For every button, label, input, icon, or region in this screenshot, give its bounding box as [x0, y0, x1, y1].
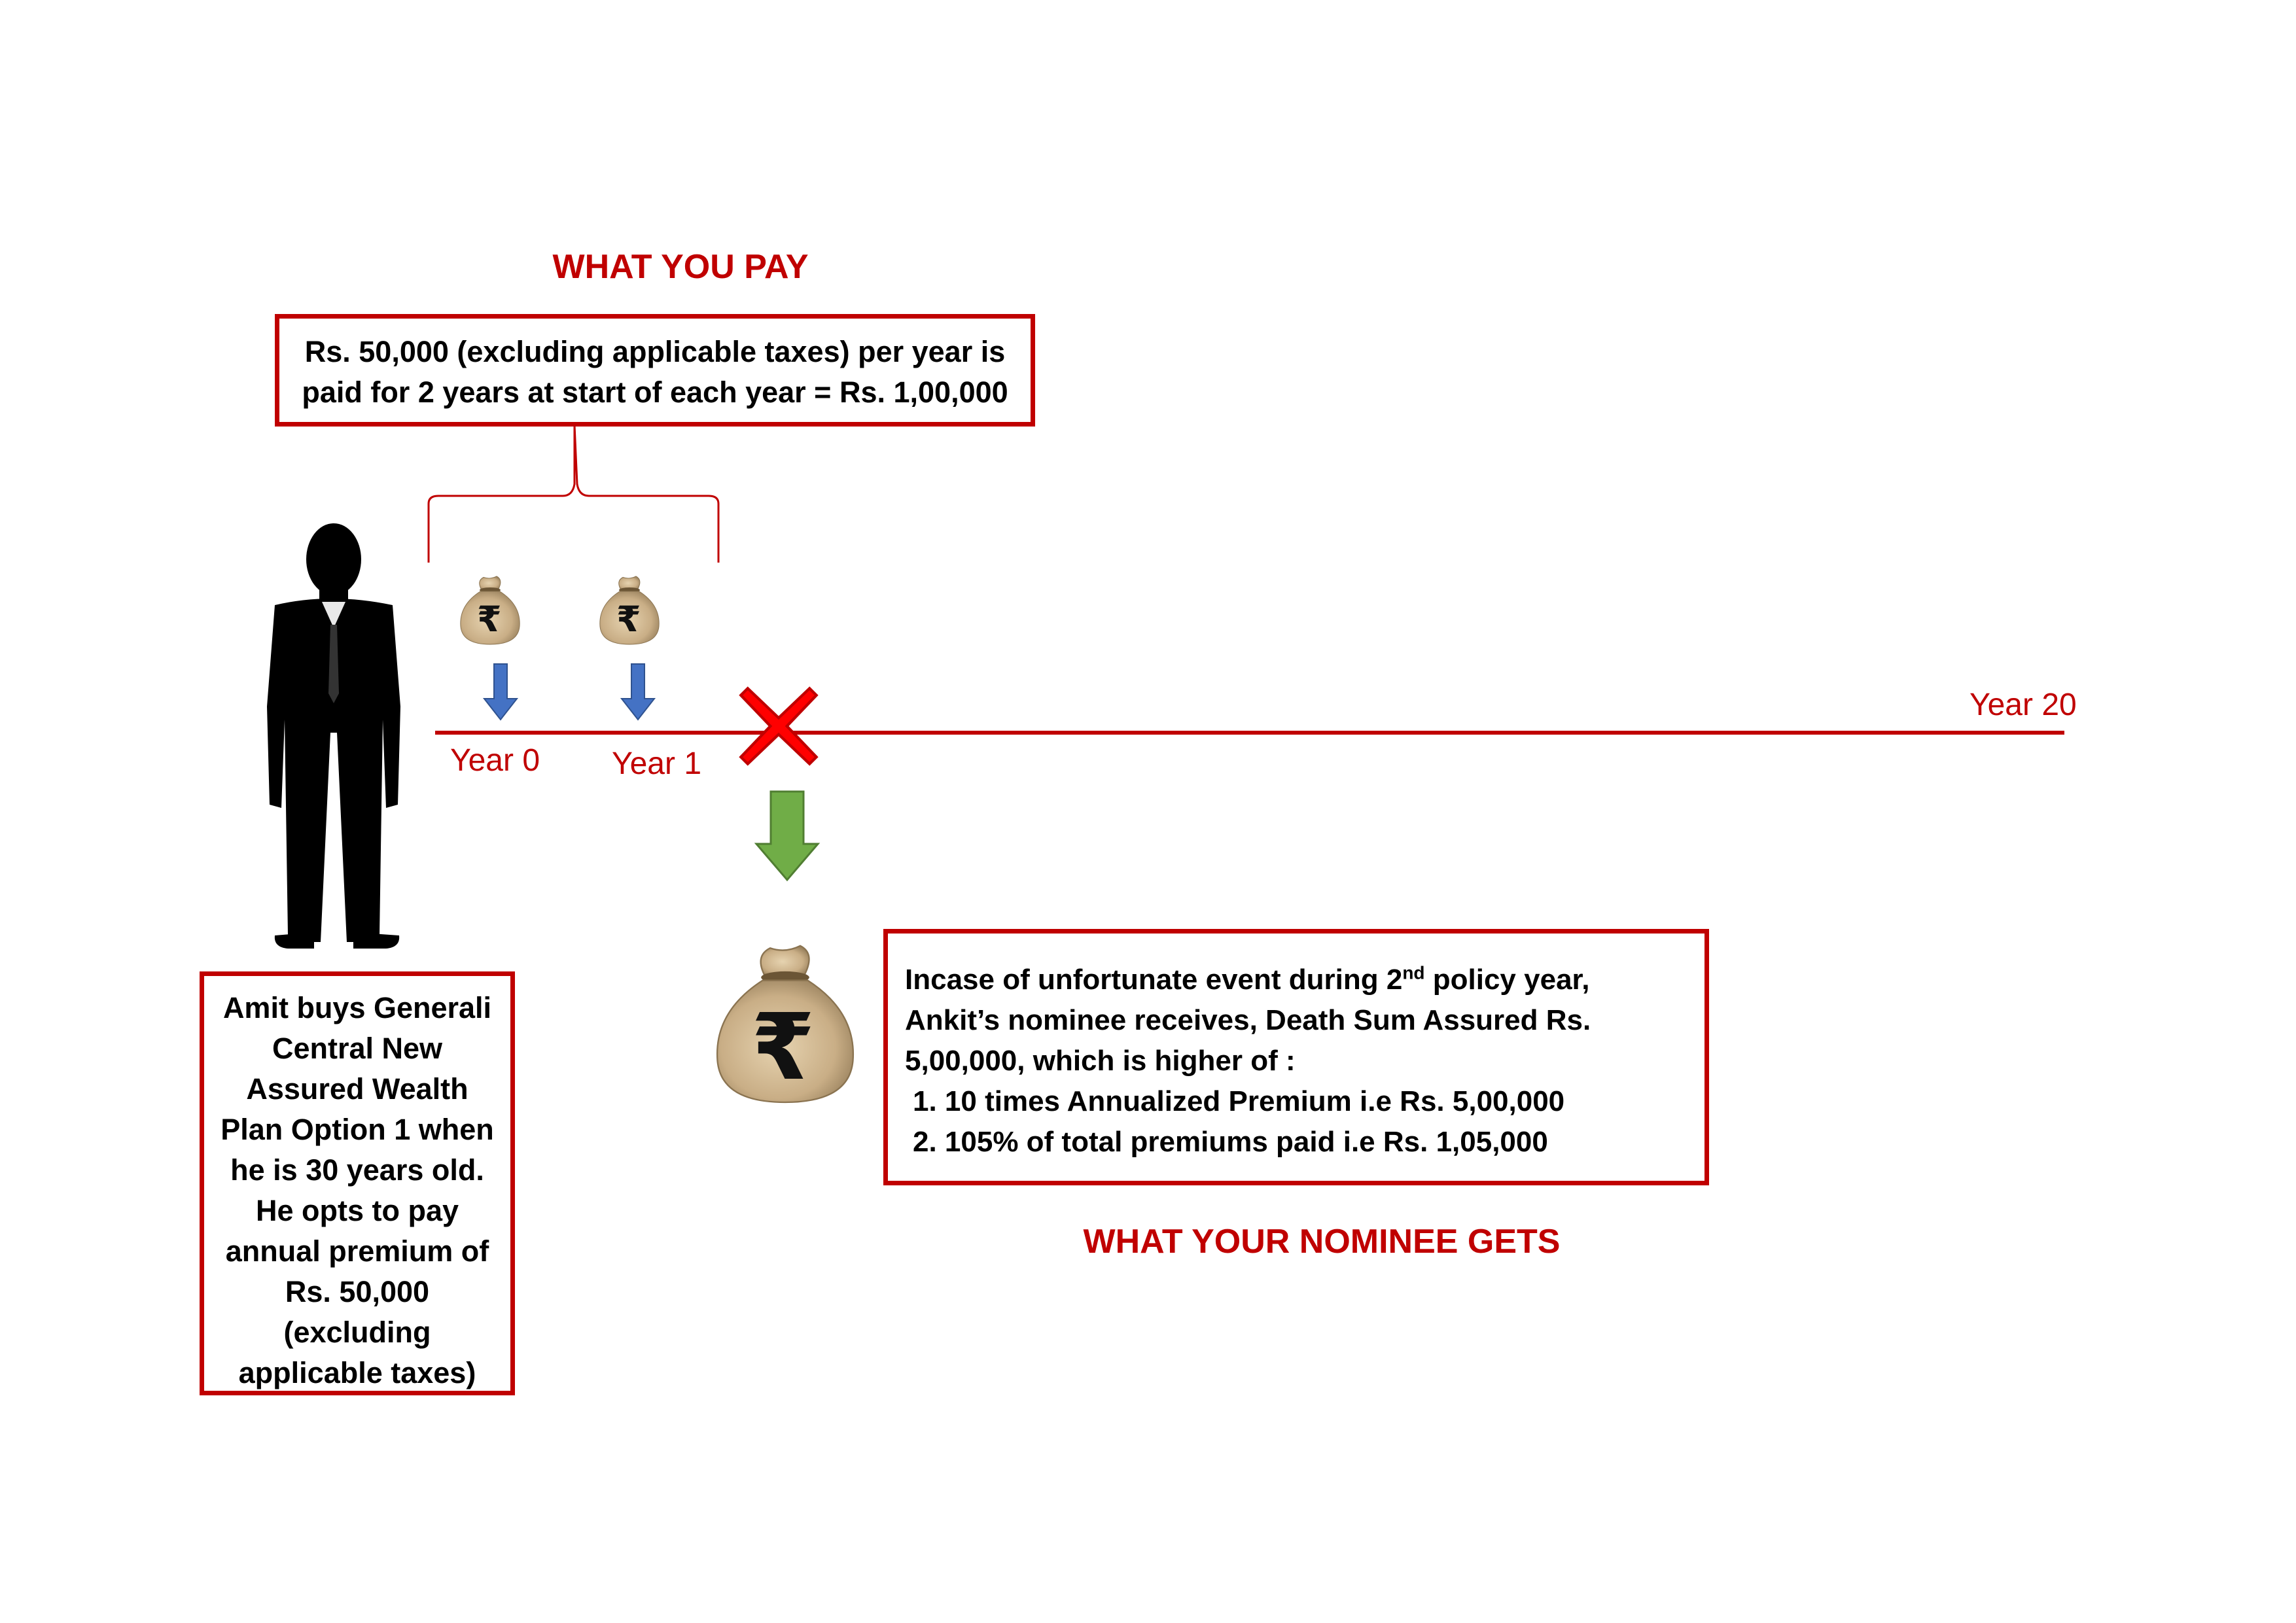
- nominee-line1-post: policy year,: [1424, 964, 1590, 996]
- person-box-line: He opts to pay: [255, 1194, 459, 1227]
- pay-box: [275, 314, 1035, 427]
- year-20-label: Year 20: [1969, 688, 2077, 722]
- nominee-box-line: 5,00,000, which is higher of :: [905, 1045, 1296, 1077]
- businessman-silhouette-icon: [267, 523, 400, 949]
- person-box-line: Assured Wealth: [246, 1072, 468, 1106]
- down-arrow-icon: [622, 664, 654, 720]
- nominee-box-line: [905, 960, 1691, 1000]
- down-arrow-icon: [756, 792, 818, 880]
- what-your-nominee-gets-heading: WHAT YOUR NOMINEE GETS: [1083, 1223, 1561, 1261]
- person-box-line: applicable taxes): [238, 1356, 476, 1389]
- year-0-label: Year 0: [450, 743, 540, 778]
- bracket: [429, 425, 718, 563]
- nominee-list-item: 2. 105% of total premiums paid i.e Rs. 1,05,000: [913, 1126, 1548, 1158]
- rupee-symbol: ₹: [616, 599, 641, 640]
- person-box-line: Rs. 50,000: [285, 1275, 430, 1308]
- rupee-symbol: ₹: [751, 994, 815, 1101]
- person-box-line: Plan Option 1 when: [221, 1113, 494, 1146]
- person-box-line: he is 30 years old.: [230, 1153, 484, 1187]
- nominee-box: [883, 929, 1709, 1185]
- person-box-line: Amit buys Generali: [222, 991, 492, 1024]
- person-description-box: [200, 971, 515, 1395]
- pay-box-line: Rs. 50,000 (excluding applicable taxes) per year is: [304, 335, 1006, 368]
- person-box-line: Central New: [272, 1032, 443, 1065]
- nominee-line1-pre: Incase of unfortunate event during 2: [905, 964, 1403, 996]
- nominee-line1-sup: nd: [1402, 962, 1425, 983]
- person-box-line: annual premium of: [225, 1234, 489, 1268]
- nominee-list-item: 1. 10 times Annualized Premium i.e Rs. 5,00,000: [913, 1085, 1565, 1117]
- year-1-label: Year 1: [612, 746, 702, 781]
- pay-box-line: paid for 2 years at start of each year = Rs. 1,00,000: [302, 375, 1008, 409]
- rupee-symbol: ₹: [477, 599, 502, 640]
- what-you-pay-heading: WHAT YOU PAY: [552, 248, 809, 286]
- red-cross-icon: [741, 688, 817, 764]
- person-box-line: (excluding: [283, 1316, 431, 1349]
- down-arrow-icon: [484, 664, 517, 720]
- nominee-box-line: Ankit’s nominee receives, Death Sum Assured Rs.: [905, 1004, 1591, 1036]
